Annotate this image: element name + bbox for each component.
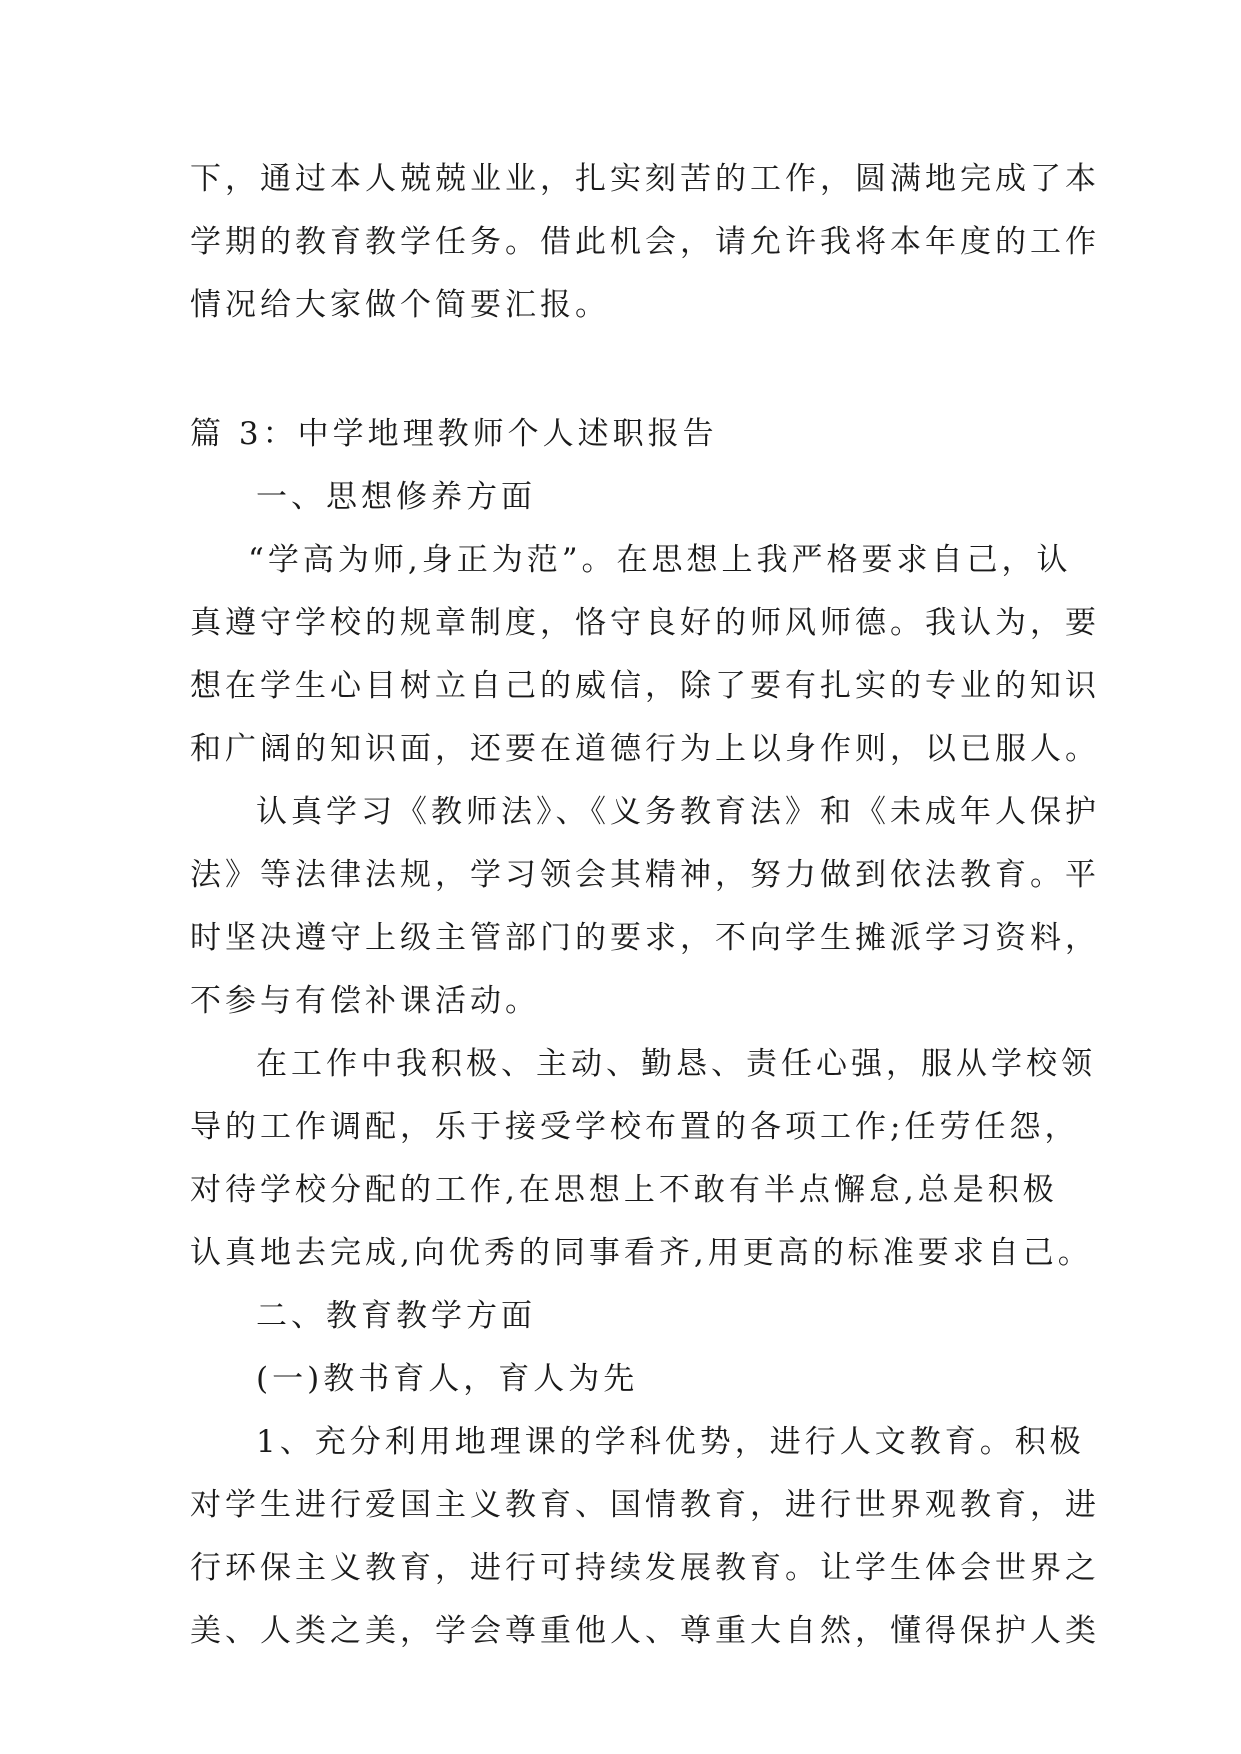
paragraph-line: “学高为师,身正为范”。在思想上我严格要求自己，认 <box>248 542 1072 578</box>
section-title: 篇 3：中学地理教师个人述职报告 <box>190 416 718 452</box>
intro-line: 情况给大家做个简要汇报。 <box>190 287 610 323</box>
paragraph-line: 美、人类之美，学会尊重他人、尊重大自然，懂得保护人类 <box>190 1613 1100 1649</box>
document-body <box>190 148 1100 1663</box>
paragraph-line: 想在学生心目树立自己的威信，除了要有扎实的专业的知识 <box>190 668 1100 704</box>
subheading-educate: (一)教书育人，育人为先 <box>256 1361 639 1397</box>
paragraph-line: 行环保主义教育，进行可持续发展教育。让学生体会世界之 <box>190 1550 1100 1586</box>
paragraph-line: 不参与有偿补课活动。 <box>190 983 540 1019</box>
paragraph-line: 法》等法律法规，学习领会其精神，努力做到依法教育。平 <box>190 857 1100 893</box>
paragraph-line: 时坚决遵守上级主管部门的要求，不向学生摊派学习资料， <box>190 920 1100 956</box>
paragraph-line: 认真学习《教师法》、《义务教育法》和《未成年人保护 <box>256 794 1100 830</box>
heading-thought: 一、思想修养方面 <box>256 479 536 515</box>
paragraph-line: 真遵守学校的规章制度，恪守良好的师风师德。我认为，要 <box>190 605 1100 641</box>
paragraph-line: 在工作中我积极、主动、勤恳、责任心强，服从学校领 <box>256 1046 1096 1082</box>
paragraph-line: 对学生进行爱国主义教育、国情教育，进行世界观教育，进 <box>190 1487 1100 1523</box>
intro-line: 下，通过本人兢兢业业，扎实刻苦的工作，圆满地完成了本 <box>190 161 1100 197</box>
paragraph-line: 认真地去完成,向优秀的同事看齐,用更高的标准要求自己。 <box>190 1235 1093 1271</box>
heading-teaching: 二、教育教学方面 <box>256 1298 536 1334</box>
section-gap <box>190 337 1070 403</box>
paragraph-line: 和广阔的知识面，还要在道德行为上以身作则，以已服人。 <box>190 731 1100 767</box>
intro-line: 学期的教育教学任务。借此机会，请允许我将本年度的工作 <box>190 224 1100 260</box>
paragraph-line: 1、充分利用地理课的学科优势，进行人文教育。积极 <box>256 1424 1085 1460</box>
paragraph-line: 对待学校分配的工作,在思想上不敢有半点懈怠,总是积极 <box>190 1172 1058 1208</box>
paragraph-line: 导的工作调配，乐于接受学校布置的各项工作;任劳任怨， <box>190 1109 1080 1145</box>
